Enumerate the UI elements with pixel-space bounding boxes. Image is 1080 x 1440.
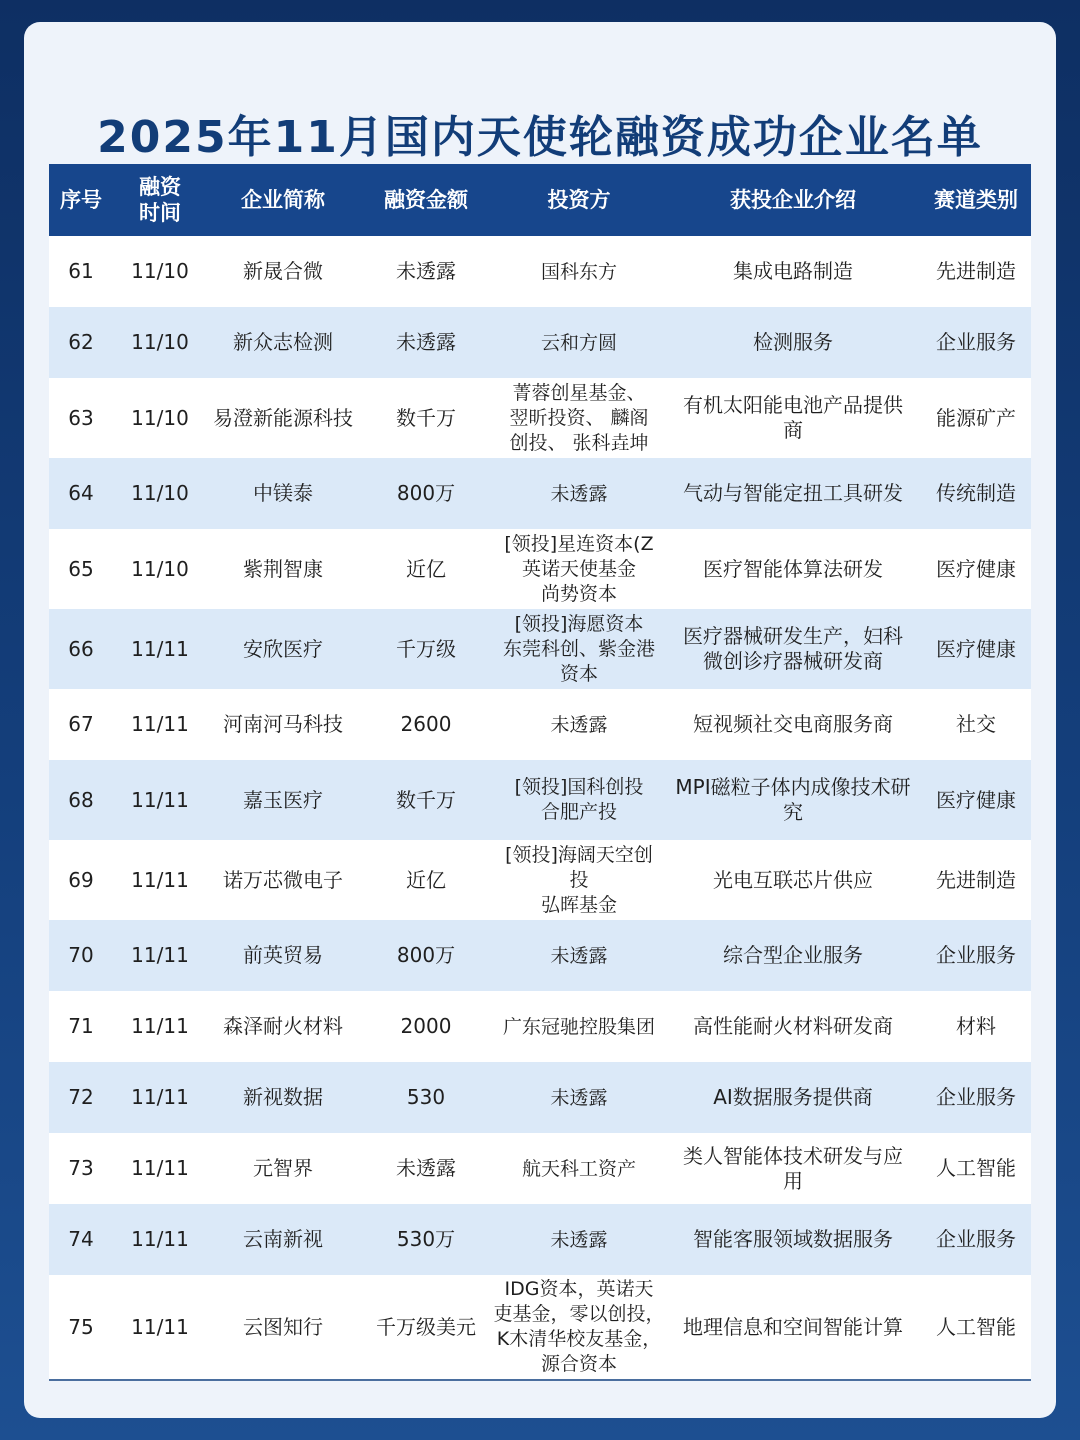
cell-date-text: 11/11 <box>131 1085 189 1109</box>
cell-track-text: 企业服务 <box>936 1085 1016 1109</box>
cell-intro <box>665 689 921 760</box>
header-company: 企业简称 <box>207 164 359 236</box>
cell-intro <box>665 840 921 920</box>
cell-track-text: 先进制造 <box>936 867 1016 892</box>
cell-investor-text: 未透露 <box>550 713 608 736</box>
cell-amount <box>359 920 493 991</box>
cell-company <box>207 609 359 689</box>
cell-amount-text: 千万级 <box>396 636 456 661</box>
cell-date-text: 11/10 <box>131 405 189 430</box>
cell-company <box>207 689 359 760</box>
cell-no <box>49 840 113 920</box>
cell-company <box>207 920 359 991</box>
cell-date <box>113 991 207 1062</box>
cell-amount-text: 未透露 <box>396 259 456 283</box>
cell-company <box>207 1062 359 1133</box>
cell-intro <box>665 458 921 529</box>
cell-investor-text: 云和方圆 <box>540 331 617 354</box>
cell-investor <box>493 1133 665 1204</box>
cell-date <box>113 920 207 991</box>
cell-intro-text: 短视频社交电商服务商 <box>693 712 893 736</box>
cell-investor <box>493 920 665 991</box>
cell-intro <box>665 920 921 991</box>
cell-track <box>921 760 1031 840</box>
cell-intro <box>665 1204 921 1275</box>
cell-track <box>921 991 1031 1062</box>
cell-company <box>207 307 359 378</box>
cell-company-text: 前英贸易 <box>243 943 323 967</box>
cell-track <box>921 307 1031 378</box>
cell-amount <box>359 307 493 378</box>
cell-company-text: 元智界 <box>253 1156 313 1180</box>
cell-intro <box>665 609 921 689</box>
cell-intro-text: 光电互联芯片供应 <box>713 867 873 892</box>
cell-company-text: 森泽耐火材料 <box>223 1014 343 1038</box>
cell-date-text: 11/11 <box>131 1227 189 1251</box>
cell-date-text: 11/11 <box>131 867 189 892</box>
cell-no-text: 67 <box>68 712 94 736</box>
cell-company-text: 安欣医疗 <box>243 636 323 661</box>
cell-amount <box>359 458 493 529</box>
cell-investor <box>493 609 665 689</box>
cell-no <box>49 1133 113 1204</box>
table-row <box>49 689 1031 760</box>
table-row <box>49 1133 1031 1204</box>
table-row <box>49 1062 1031 1133</box>
cell-investor <box>493 236 665 307</box>
cell-amount <box>359 609 493 689</box>
cell-no-text: 62 <box>68 330 94 354</box>
cell-investor-text: 广东冠驰控股集团 <box>502 1015 655 1038</box>
cell-no-text: 63 <box>68 405 94 430</box>
cell-track <box>921 236 1031 307</box>
cell-no-text: 75 <box>68 1314 94 1339</box>
cell-track-text: 社交 <box>956 712 996 736</box>
cell-date <box>113 307 207 378</box>
cell-track <box>921 609 1031 689</box>
cell-no <box>49 529 113 609</box>
header-no: 序号 <box>49 164 113 236</box>
cell-track <box>921 840 1031 920</box>
cell-date-text: 11/11 <box>131 1314 189 1339</box>
cell-no-text: 68 <box>68 787 94 812</box>
cell-amount-text: 未透露 <box>396 330 456 354</box>
cell-intro <box>665 1275 921 1380</box>
table-row <box>49 920 1031 991</box>
cell-track-text: 能源矿产 <box>936 405 1016 430</box>
cell-company-text: 云南新视 <box>243 1227 323 1251</box>
cell-investor-text: [领投]海阔天空创 投 弘晖基金 <box>505 843 653 916</box>
cell-investor-text: 未透露 <box>550 944 608 967</box>
cell-track-text: 医疗健康 <box>936 556 1016 581</box>
cell-investor <box>493 378 665 458</box>
cell-intro-text: 类人智能体技术研发与应 用 <box>683 1143 903 1193</box>
cell-date <box>113 760 207 840</box>
cell-track-text: 人工智能 <box>936 1156 1016 1180</box>
cell-investor-text: 未透露 <box>550 1086 608 1109</box>
cell-track-text: 人工智能 <box>936 1314 1016 1339</box>
cell-track <box>921 1204 1031 1275</box>
cell-company <box>207 1275 359 1380</box>
cell-company-text: 河南河马科技 <box>223 712 343 736</box>
cell-no <box>49 1062 113 1133</box>
cell-no <box>49 760 113 840</box>
cell-investor-text: 航天科工资产 <box>521 1157 636 1180</box>
cell-no-text: 71 <box>68 1014 94 1038</box>
cell-intro-text: 集成电路制造 <box>733 259 853 283</box>
table-row <box>49 991 1031 1062</box>
cell-amount <box>359 236 493 307</box>
cell-track-text: 医疗健康 <box>936 787 1016 812</box>
cell-amount-text: 数千万 <box>396 405 456 430</box>
cell-investor <box>493 840 665 920</box>
cell-track <box>921 689 1031 760</box>
cell-investor-text: [领投]海愿资本 东莞科创、紫金港 资本 <box>502 612 655 685</box>
cell-company <box>207 840 359 920</box>
cell-company-text: 新视数据 <box>243 1085 323 1109</box>
cell-no <box>49 307 113 378</box>
table-row <box>49 1204 1031 1275</box>
cell-no <box>49 378 113 458</box>
cell-amount-text: 530万 <box>396 1227 456 1251</box>
cell-track <box>921 1062 1031 1133</box>
cell-investor-text: 未透露 <box>550 482 608 505</box>
cell-date <box>113 236 207 307</box>
header-track: 赛道类别 <box>921 164 1031 236</box>
cell-investor-text: 未透露 <box>550 1228 608 1251</box>
cell-investor <box>493 1062 665 1133</box>
cell-intro <box>665 991 921 1062</box>
cell-track-text: 企业服务 <box>936 943 1016 967</box>
cell-intro-text: MPI磁粒子体内成像技术研 究 <box>675 775 911 824</box>
cell-investor <box>493 529 665 609</box>
cell-no <box>49 458 113 529</box>
cell-date-text: 11/10 <box>131 481 189 505</box>
cell-no-text: 64 <box>68 481 94 505</box>
cell-investor-text: IDG资本，英诺天 吏基金，零以创投， K木清华校友基金， 源合资本 <box>493 1278 665 1375</box>
cell-date <box>113 609 207 689</box>
cell-date <box>113 378 207 458</box>
table-row <box>49 529 1031 609</box>
cell-investor <box>493 991 665 1062</box>
cell-intro <box>665 236 921 307</box>
cell-intro-text: 医疗智能体算法研发 <box>703 556 883 581</box>
cell-amount <box>359 840 493 920</box>
table-header-row <box>49 164 1031 236</box>
cell-company-text: 诺万芯微电子 <box>223 867 343 892</box>
cell-investor-text: 国科东方 <box>540 260 617 283</box>
cell-company <box>207 236 359 307</box>
header-amount: 融资金额 <box>359 164 493 236</box>
cell-no <box>49 1275 113 1380</box>
cell-amount <box>359 529 493 609</box>
table-row <box>49 840 1031 920</box>
cell-no <box>49 609 113 689</box>
cell-no-text: 69 <box>68 867 94 892</box>
cell-date-text: 11/11 <box>131 787 189 812</box>
cell-investor <box>493 458 665 529</box>
table-row <box>49 1275 1031 1380</box>
cell-date-text: 11/11 <box>131 636 189 661</box>
cell-amount-text: 近亿 <box>406 867 446 892</box>
cell-company <box>207 529 359 609</box>
cell-intro-text: 医疗器械研发生产，妇科 微创诊疗器械研发商 <box>683 624 903 673</box>
cell-date-text: 11/10 <box>131 259 189 283</box>
table-row <box>49 236 1031 307</box>
cell-date <box>113 529 207 609</box>
cell-track-text: 企业服务 <box>936 1227 1016 1251</box>
cell-company-text: 紫荆智康 <box>243 556 323 581</box>
header-investor: 投资方 <box>493 164 665 236</box>
cell-no <box>49 236 113 307</box>
table-row <box>49 307 1031 378</box>
cell-company-text: 新众志检测 <box>233 330 333 354</box>
cell-intro-text: 智能客服领域数据服务 <box>693 1227 893 1251</box>
cell-investor <box>493 307 665 378</box>
cell-amount <box>359 1133 493 1204</box>
cell-intro-text: 地理信息和空间智能计算 <box>683 1314 903 1339</box>
cell-no-text: 73 <box>68 1156 94 1180</box>
cell-date <box>113 458 207 529</box>
cell-company-text: 云图知行 <box>243 1314 323 1339</box>
cell-intro-text: 有机太阳能电池产品提供 商 <box>683 393 903 442</box>
cell-company <box>207 1133 359 1204</box>
cell-company <box>207 760 359 840</box>
cell-investor <box>493 689 665 760</box>
cell-amount <box>359 689 493 760</box>
cell-intro-text: 综合型企业服务 <box>723 943 863 967</box>
cell-date <box>113 1204 207 1275</box>
cell-amount <box>359 1062 493 1133</box>
cell-track-text: 先进制造 <box>936 259 1016 283</box>
financing-table <box>49 164 1031 1381</box>
cell-amount-text: 千万级美元 <box>376 1314 476 1339</box>
cell-intro <box>665 529 921 609</box>
content-card <box>24 22 1056 1418</box>
cell-no <box>49 920 113 991</box>
cell-amount-text: 530 <box>406 1085 446 1109</box>
cell-no <box>49 991 113 1062</box>
cell-date-text: 11/10 <box>131 556 189 581</box>
cell-date-text: 11/11 <box>131 1156 189 1180</box>
table-row <box>49 760 1031 840</box>
cell-company-text: 嘉玉医疗 <box>243 787 323 812</box>
cell-no-text: 65 <box>68 556 94 581</box>
cell-track-text: 企业服务 <box>936 330 1016 354</box>
cell-intro <box>665 378 921 458</box>
cell-intro-text: 气动与智能定扭工具研发 <box>683 481 903 505</box>
cell-track <box>921 1133 1031 1204</box>
table-row <box>49 609 1031 689</box>
cell-amount <box>359 991 493 1062</box>
table-row <box>49 458 1031 529</box>
cell-amount-text: 800万 <box>396 481 456 505</box>
cell-date <box>113 840 207 920</box>
cell-investor-text: [领投]星连资本(Z 英诺天使基金 尚势资本 <box>504 532 654 605</box>
cell-track <box>921 529 1031 609</box>
cell-amount-text: 800万 <box>396 943 456 967</box>
cell-no-text: 72 <box>68 1085 94 1109</box>
cell-amount-text: 近亿 <box>406 556 446 581</box>
cell-company <box>207 378 359 458</box>
cell-date <box>113 1275 207 1380</box>
cell-amount-text: 数千万 <box>396 787 456 812</box>
cell-investor <box>493 760 665 840</box>
cell-date <box>113 1133 207 1204</box>
cell-no <box>49 689 113 760</box>
cell-date-text: 11/11 <box>131 1014 189 1038</box>
cell-company-text: 易澄新能源科技 <box>213 405 353 430</box>
cell-company-text: 中镁泰 <box>253 481 313 505</box>
cell-track-text: 材料 <box>956 1014 996 1038</box>
cell-track-text: 传统制造 <box>936 481 1016 505</box>
cell-amount-text: 2600 <box>400 712 452 736</box>
cell-intro-text: AI数据服务提供商 <box>713 1085 873 1109</box>
cell-company <box>207 458 359 529</box>
cell-investor-text: 菁蓉创星基金、 翌昕投资、 麟阁 创投、 张科垚坤 <box>509 381 649 454</box>
cell-track <box>921 378 1031 458</box>
cell-no-text: 70 <box>68 943 94 967</box>
cell-amount <box>359 378 493 458</box>
cell-date <box>113 689 207 760</box>
cell-amount <box>359 760 493 840</box>
cell-investor-text: [领投]国科创投 合肥产投 <box>514 776 644 823</box>
header-date: 融资 时间 <box>113 164 207 236</box>
table-row <box>49 378 1031 458</box>
cell-no-text: 66 <box>68 636 94 661</box>
cell-intro <box>665 1062 921 1133</box>
cell-track <box>921 920 1031 991</box>
header-intro: 获投企业介绍 <box>665 164 921 236</box>
cell-company-text: 新晟合微 <box>243 259 323 283</box>
cell-no-text: 74 <box>68 1227 94 1251</box>
cell-amount-text: 未透露 <box>396 1156 456 1180</box>
cell-intro <box>665 1133 921 1204</box>
cell-track-text: 医疗健康 <box>936 636 1016 661</box>
cell-no <box>49 1204 113 1275</box>
cell-date-text: 11/11 <box>131 712 189 736</box>
cell-company <box>207 991 359 1062</box>
cell-date-text: 11/11 <box>131 943 189 967</box>
cell-intro-text: 检测服务 <box>753 330 833 354</box>
page-title: 2025年11月国内天使轮融资成功企业名单 <box>97 112 983 163</box>
cell-date-text: 11/10 <box>131 330 189 354</box>
cell-investor <box>493 1275 665 1380</box>
cell-no-text: 61 <box>68 259 94 283</box>
cell-track <box>921 1275 1031 1380</box>
cell-amount <box>359 1275 493 1380</box>
cell-intro <box>665 307 921 378</box>
cell-amount-text: 2000 <box>400 1014 452 1038</box>
cell-intro-text: 高性能耐火材料研发商 <box>693 1014 893 1038</box>
cell-company <box>207 1204 359 1275</box>
cell-amount <box>359 1204 493 1275</box>
cell-date <box>113 1062 207 1133</box>
cell-track <box>921 458 1031 529</box>
cell-investor <box>493 1204 665 1275</box>
cell-intro <box>665 760 921 840</box>
